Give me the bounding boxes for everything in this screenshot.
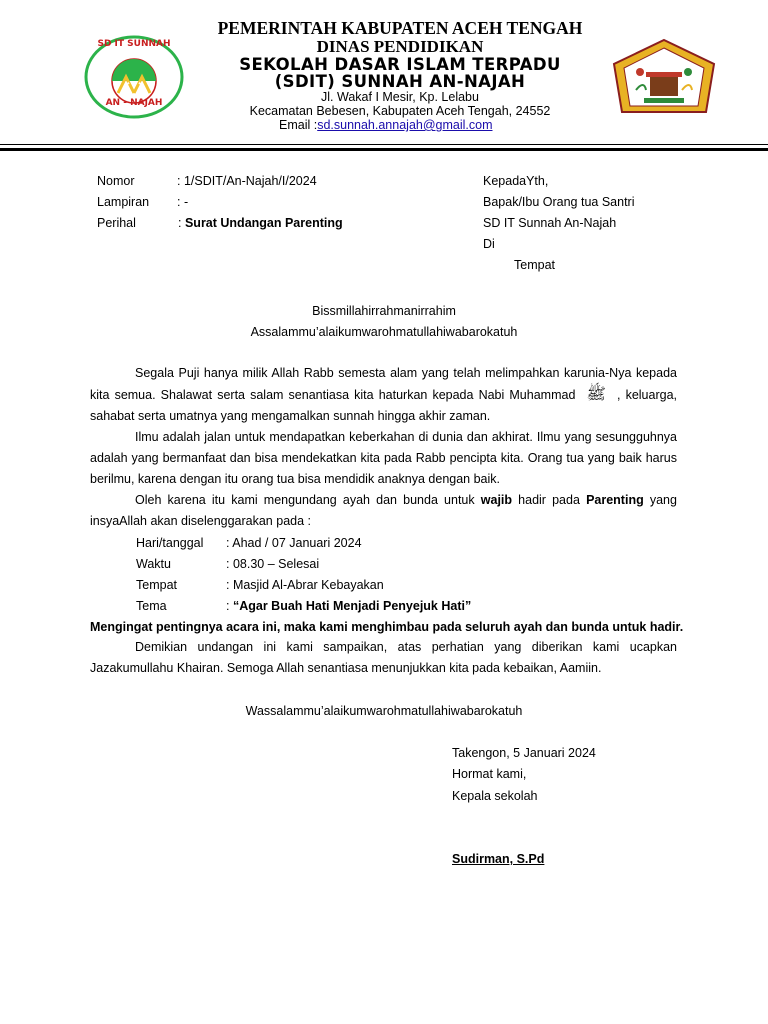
letterhead-address-street: Jl. Wakaf I Mesir, Kp. Lelabu — [321, 90, 479, 104]
signature-name: Sudirman, S.Pd — [452, 852, 545, 866]
perihal-colon: : — [178, 216, 182, 230]
paragraph-praise-part2: , keluarga, sahabat serta umatnya yang mengamalkan sunnah hingga akhir zaman. — [90, 388, 677, 423]
school-logo — [84, 35, 184, 119]
tempat-value: : Masjid Al-Abrar Kebayakan — [226, 578, 384, 592]
paragraph-invitation — [90, 490, 677, 532]
invitation-wajib: wajib — [480, 493, 513, 507]
nomor-value: : 1/SDIT/An-Najah/I/2024 — [177, 174, 317, 188]
invitation-part2: hadir pada — [518, 493, 580, 507]
email-label: Email : — [279, 118, 318, 132]
closing-emphasis: Mengingat pentingnya acara ini, maka kami menghimbau pada seluruh ayah dan bunda untuk hadir. — [90, 620, 684, 634]
letterhead-email — [279, 118, 493, 132]
tema-field — [226, 599, 471, 613]
letterhead-address-district: Kecamatan Bebesen, Kabupaten Aceh Tengah, 24552 — [249, 104, 551, 118]
tema-colon: : — [226, 599, 230, 613]
closing-paragraph-wrap — [90, 637, 677, 679]
perihal-label: Perihal — [97, 216, 136, 230]
hari-value: : Ahad / 07 Januari 2024 — [226, 536, 362, 550]
waktu-label: Waktu — [136, 557, 171, 571]
letterhead-department: DINAS PENDIDIKAN — [316, 37, 484, 56]
header-rule-thick — [0, 148, 768, 151]
logo-top-text: SD IT SUNNAH — [97, 39, 171, 49]
tema-label: Tema — [136, 599, 167, 613]
closing-salam: Wassalammu’alaikumwarohmatullahiwabarokatuh — [245, 704, 523, 718]
perihal-value: Surat Undangan Parenting — [184, 216, 343, 230]
perihal-field — [178, 216, 343, 230]
recipient-place: Tempat — [514, 258, 555, 272]
header-rule-thin — [0, 144, 768, 145]
salawat-glyph: ﷺ — [586, 386, 606, 403]
tema-value: “Agar Buah Hati Menjadi Penyejuk Hati” — [232, 599, 472, 613]
paragraph-praise — [90, 363, 677, 427]
signature-place-date: Takengon, 5 Januari 2024 — [452, 746, 596, 760]
recipient-school: SD IT Sunnah An-Najah — [483, 216, 617, 230]
regency-emblem — [610, 38, 718, 120]
tempat-label: Tempat — [136, 578, 177, 592]
paragraph-praise-part1: Segala Puji hanya milik Allah Rabb semesta alam yang telah melimpahkan karunia-Nya kepada kita semua. Shalawat serta salam senantiasa kita haturkan kepada Nabi Muhammad — [90, 366, 677, 402]
signature-regards: Hormat kami, — [452, 767, 527, 781]
letterhead-school-type: SEKOLAH DASAR ISLAM TERPADU — [239, 55, 561, 74]
recipient-di: Di — [483, 237, 495, 251]
nomor-label: Nomor — [97, 174, 135, 188]
invitation-part3: yang insyaAllah akan diselenggarakan pada : — [90, 493, 677, 528]
logo-bottom-text: AN - NAJAH — [105, 98, 163, 108]
lampiran-value: : - — [177, 195, 189, 209]
letterhead-school-name: (SDIT) SUNNAH AN-NAJAH — [274, 72, 526, 91]
email-link[interactable]: sd.sunnah.annajah@gmail.com — [317, 118, 493, 132]
hari-label: Hari/tanggal — [136, 536, 204, 550]
letter-body — [90, 363, 677, 532]
recipient-salutation: KepadaYth, — [483, 174, 549, 188]
letterhead-government: PEMERINTAH KABUPATEN ACEH TENGAH — [217, 18, 583, 38]
waktu-value: : 08.30 – Selesai — [226, 557, 320, 571]
lampiran-label: Lampiran — [97, 195, 150, 209]
paragraph-knowledge: Ilmu adalah jalan untuk mendapatkan keberkahan di dunia dan akhirat. Ilmu yang sesungguhnya adalah yang bermanfaat dan bisa mendekatkan kita pada Rabb pencipta kita. Orang tua yang baik harus berilmu, karena dengan itu orang tua bisa mendidik anaknya dengan baik. — [90, 430, 677, 486]
svg-text:✦ ✦ ✦: ✦ ✦ ✦ — [126, 81, 142, 87]
invitation-parenting: Parenting — [586, 493, 644, 507]
basmalah: Bissmillahirrahmanirrahim — [312, 304, 456, 318]
recipient-parents: Bapak/Ibu Orang tua Santri — [483, 195, 635, 209]
signature-position: Kepala sekolah — [452, 789, 538, 803]
invitation-part1: Oleh karena itu kami mengundang ayah dan bunda untuk — [135, 493, 475, 507]
closing-paragraph: Demikian undangan ini kami sampaikan, atas perhatian yang diberikan kami ucapkan Jazakumullahu Khairan. Semoga Allah senantiasa menunjukkan kita pada kebaikan, Aamiin. — [90, 640, 677, 675]
opening-salam: Assalammu’alaikumwarohmatullahiwabarokatuh — [250, 325, 518, 339]
